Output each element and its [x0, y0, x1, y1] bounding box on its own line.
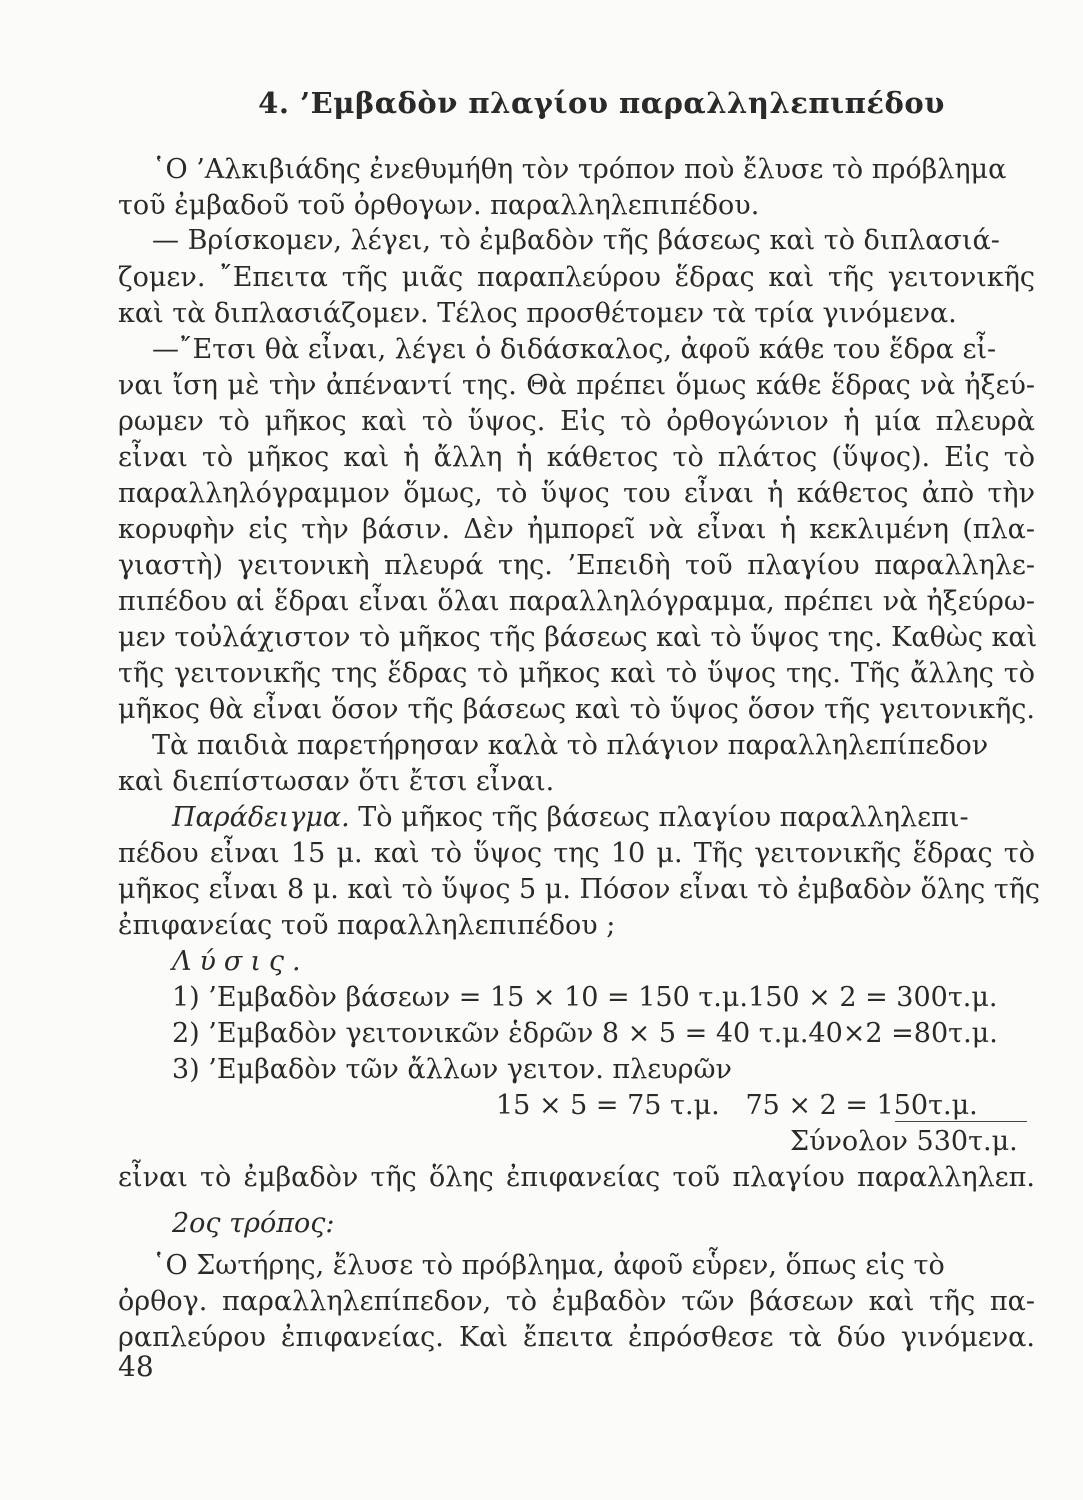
text-line: εἶναι τὸ μῆκος καὶ ἡ ἄλλη ἡ κάθετος τὸ πλάτος (ὕψος). Εἰς τὸ: [118, 442, 1035, 473]
solution-total: Σύνολον 530τ.μ.: [790, 1126, 1018, 1157]
text-line: τῆς γειτονικῆς της ἕδρας τὸ μῆκος καὶ τὸ ὕψος της. Τῆς ἄλλης τὸ: [118, 658, 1035, 689]
solution-step-2: 2) ’Εμβαδὸν γειτονικῶν ἑδρῶν 8 × 5 = 40 τ.μ.40×2 =80τ.μ.: [172, 1018, 998, 1049]
text-line: — Βρίσκομεν, λέγει, τὸ ἐμβαδὸν τῆς βάσεως καὶ τὸ διπλασιά-: [152, 225, 1000, 256]
text-line: τοῦ ἐμβαδοῦ τοῦ ὀρθογων. παραλληλεπιπέδου.: [118, 190, 760, 221]
text-line: Τὰ παιδιὰ παρετήρησαν καλὰ τὸ πλάγιον παραλληλεπίπεδον: [152, 730, 989, 761]
text-line: μῆκος θὰ εἶναι ὅσον τῆς βάσεως καὶ τὸ ὕψος ὅσον τῆς γειτονικῆς.: [118, 694, 1035, 725]
section-title: 4. ’Εμβαδὸν πλαγίου παραλληλεπιπέδου: [258, 86, 945, 120]
text-line: ῾Ο Σωτήρης, ἔλυσε τὸ πρόβλημα, ἀφοῦ εὗρεν, ὅπως εἰς τὸ: [152, 1250, 945, 1281]
text-line: ναι ἴση μὲ τὴν ἀπέναντί της. Θὰ πρέπει ὅμως κάθε ἕδρας νὰ ἠξεύ-: [118, 370, 1035, 401]
text-line: ζομεν. ῎Επειτα τῆς μιᾶς παραπλεύρου ἕδρας καὶ τῆς γειτονικῆς: [118, 262, 1035, 293]
text-line: μεν τοὐλάχιστον τὸ μῆκος τῆς βάσεως καὶ τὸ ὕψος της. Καθὼς καὶ: [118, 622, 1038, 653]
solution-step-1: 1) ’Εμβαδὸν βάσεων = 15 × 10 = 150 τ.μ.150 × 2 = 300τ.μ.: [172, 982, 998, 1013]
sum-rule: [895, 1121, 1027, 1122]
text-line: πιπέδου αἱ ἕδραι εἶναι ὅλαι παραλληλόγραμμα, πρέπει νὰ ἠξεύρω-: [118, 586, 1035, 617]
text-line: εἶναι τὸ ἐμβαδὸν τῆς ὅλης ἐπιφανείας τοῦ πλαγίου παραλληλεπ.: [118, 1162, 1035, 1193]
text-line: καὶ τὰ διπλασιάζομεν. Τέλος προσθέτομεν τὰ τρία γινόμενα.: [118, 298, 957, 329]
text-line: ῾Ο ’Αλκιβιάδης ἐνεθυμήθη τὸν τρόπον ποὺ ἔλυσε τὸ πρόβλημα: [152, 154, 1007, 185]
page-number: 48: [118, 1350, 154, 1383]
text-line: κορυφὴν εἰς τὴν βάσιν. Δὲν ἠμπορεῖ νὰ εἶναι ἡ κεκλιμένη (πλα-: [118, 514, 1035, 545]
solution-step-3: 3) ’Εμβαδὸν τῶν ἄλλων γειτον. πλευρῶν: [172, 1054, 732, 1085]
text-line: γιαστὴ) γειτονικὴ πλευρά της. ’Επειδὴ τοῦ πλαγίου παραλληλε-: [118, 550, 1035, 581]
text-line: μῆκος εἶναι 8 μ. καὶ τὸ ὕψος 5 μ. Πόσον εἶναι τὸ ἐμβαδὸν ὅλης τῆς: [118, 874, 1041, 905]
second-method-heading: 2ος τρόπος:: [172, 1208, 335, 1239]
text-line: καὶ διεπίστωσαν ὅτι ἔτσι εἶναι.: [118, 766, 555, 797]
text-line: —῎Ετσι θὰ εἶναι, λέγει ὁ διδάσκαλος, ἀφοῦ κάθε του ἕδρα εἶ-: [152, 334, 997, 365]
solution-heading: Λύσις.: [172, 946, 309, 977]
text-line: παραλληλόγραμμον ὅμως, τὸ ὕψος του εἶναι ἡ κάθετος ἀπὸ τὴν: [118, 478, 1035, 509]
example-heading: Παράδειγμα.: [172, 802, 350, 833]
text-line: ρωμεν τὸ μῆκος καὶ τὸ ὕψος. Εἰς τὸ ὀρθογώνιον ἡ μία πλευρὰ: [118, 406, 1035, 437]
example-line: [172, 802, 969, 834]
text-line: πέδου εἶναι 15 μ. καὶ τὸ ὕψος της 10 μ. Τῆς γειτονικῆς ἕδρας τὸ: [118, 838, 1035, 869]
text-line: ραπλεύρου ἐπιφανείας. Καὶ ἔπειτα ἐπρόσθεσε τὰ δύο γινόμενα.: [118, 1322, 1035, 1353]
text-line: ὀρθογ. παραλληλεπίπεδον, τὸ ἐμβαδὸν τῶν βάσεων καὶ τῆς πα-: [118, 1286, 1035, 1317]
example-text: Τὸ μῆκος τῆς βάσεως πλαγίου παραλληλεπι-: [349, 802, 969, 833]
solution-step-3-calc: 15 × 5 = 75 τ.μ. 75 × 2 = 150τ.μ.: [496, 1090, 978, 1121]
text-line: ἐπιφανείας τοῦ παραλληλεπιπέδου ;: [118, 910, 616, 941]
